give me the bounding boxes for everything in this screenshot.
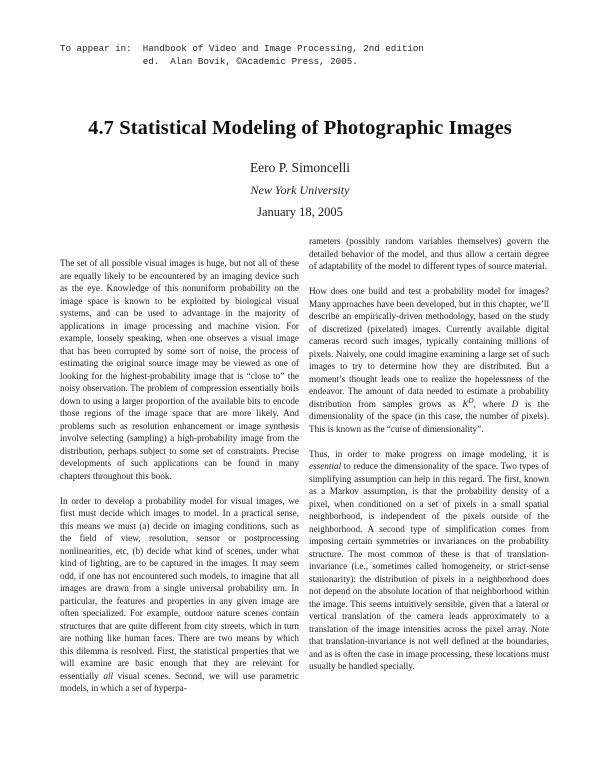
paragraph-2-text-b: visual scenes. Second, we will use parametric models, in which a set of hyperpa- — [60, 670, 299, 693]
author-affiliation: New York University — [250, 183, 350, 197]
paragraph-4-text-b: to reduce the dimensionality of the space. Two types of simplifying assumption can help in this regard. The first, known as a Markov assumption, is that the probability density of a pixel, when conditioned on a set of pixels in a small spatial neighborhood, is independent of the pixels outside of the neighborhood. A second type of simplification comes from imposing certain symmetries or invariances on the probability structure. The most common of these is that of translation-invariance (i.e., sometimes called homogeneity, or strict-sense stationarity): the distribution of pixels in a neighborhood does not depend on the absolute location of that neighborhood within the image. This seems intuitively sensible, given that a lateral or vertical translation of the camera leads approximately to a translation of the image intensities across the pixel array. Note that translation-invariance is not well defined at the boundaries, and as is often the case in image processing, these locations must usually be handled specially. — [309, 461, 549, 671]
paragraph-3-text-a: How does one build and test a probability model for images? Many approaches have been developed, but in this chapter, we’ll describe an empirically-driven methodology, based on the study of discretized (pixelated) images. Currently available digital cameras record such images, typically containing millions of pixels. Naively, one could imagine examining a large set of such images to try to determine how they are distributed. But a moment’s thought leads one to realize the hopelessness of the endeavor. The amount of data needed to estimate a probability distribution from samples grows as — [309, 286, 549, 409]
paragraph-3-text-b: , where — [473, 398, 512, 409]
math-D-superscript: D — [468, 396, 474, 405]
paragraph-2-emphasis: all — [103, 670, 114, 681]
paragraph-2-continued: rameters (possibly random variables themselves) govern the detailed behavior of the model, and thus allow a certain degree of adaptability of the model to different types of source material. — [309, 236, 549, 271]
paragraph-4 — [309, 448, 549, 673]
author-name: Eero P. Simoncelli — [249, 160, 351, 175]
preprint-line-2: ed. Alan Bovik, ©Academic Press, 2005. — [60, 56, 358, 67]
math-K: K — [462, 398, 469, 409]
paragraph-2 — [60, 495, 299, 695]
preprint-notice — [60, 42, 540, 68]
right-column — [309, 235, 549, 673]
paragraph-1: The set of all possible visual images is huge, but not all of these are equally likely to be encountered by an imaging device such as the eye. Knowledge of this nonuniform probability on the image space is known to be exploited by biological visual systems, and can be used to advantage in the majority of applications in image processing and machine vision. For example, loosely speaking, when one observes a visual image that has been corrupted by some sort of noise, the process of estimating the original source image may be viewed as one of looking for the highest-probability image that is “close to” the noisy observation. The problem of compression essentially boils down to using a larger proportion of the available bits to encode those regions of the image space that are more likely. And problems such as resolution enhancement or image synthesis involve selecting (sampling) a high-probability image from the distribution, perhaps subject to some set of constraints. Precise developments of such applications can be found in many chapters throughout this book. — [60, 258, 299, 481]
paragraph-4-text-a: Thus, in order to make progress on image modeling, it is — [309, 448, 549, 459]
left-column — [60, 257, 299, 695]
math-D: D — [511, 398, 519, 409]
paragraph-4-emphasis: essential — [309, 461, 342, 471]
paragraph-3-text-c: is the dimensionality of the space (in this case, the number of pixels). This is known as the “curse of dimensionality”. — [309, 398, 550, 434]
paragraph-3 — [309, 285, 549, 435]
preprint-line-1: To appear in: Handbook of Video and Image Processing, 2nd edition — [60, 43, 424, 54]
paragraph-2-text-a: In order to develop a probability model for visual images, we first must decide which images to model. In a practical sense, this means we must (a) decide on imaging conditions, such as the field of view, resolution, sensor or postprocessing nonlinearities, etc, (b) decide what kind of scenes, under what kind of lighting, are to be captured in the images. It may seem odd, if one has not encountered such models, to imagine that all images are drawn from a single universal probability urn. In particular, the features and properties in any given image are often specialized. For example, outdoor nature scenes contain structures that are quite different from city streets, which in turn are nothing like human faces. There are two means by which this dilemma is resolved. First, the statistical properties that we will examine are basic enough that they are relevant for essentially — [60, 495, 299, 681]
paper-title: 4.7 Statistical Modeling of Photographic Images — [88, 117, 512, 139]
publication-date: January 18, 2005 — [257, 205, 343, 219]
